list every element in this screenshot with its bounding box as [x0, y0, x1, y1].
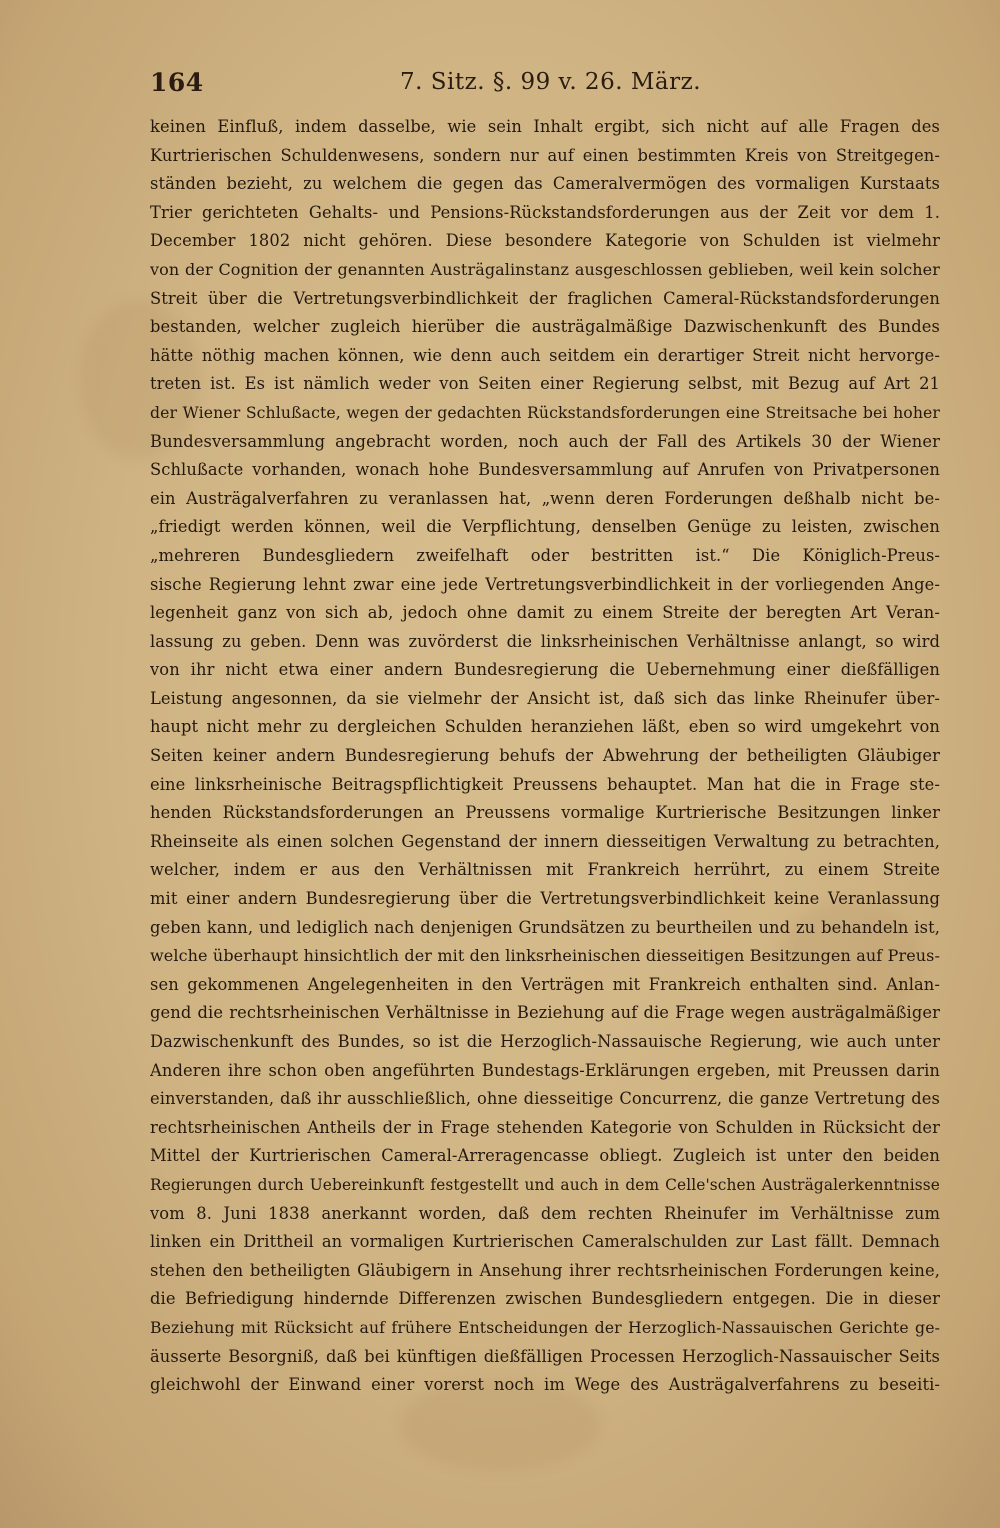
text-line: linken ein Drittheil an vormaligen Kurtrierischen Cameralschulden zur Last fällt. Demnach	[150, 1232, 940, 1252]
text-line: einverstanden, daß ihr ausschließlich, ohne diesseitige Concurrenz, die ganze Vertretung des	[150, 1089, 940, 1109]
text-line: stehen den betheiligten Gläubigern in Ansehung ihrer rechtsrheinischen Forderungen keine,	[150, 1260, 940, 1280]
text-line: geben kann, und lediglich nach denjenigen Grundsätzen zu beurtheilen und zu behandeln ist,	[150, 917, 940, 937]
text-line: welcher, indem er aus den Verhältnissen mit Frankreich herrührt, zu einem Streite	[150, 860, 940, 880]
text-line: gleichwohl der Einwand einer vorerst noch im Wege des Austrägalverfahrens zu beseiti-	[150, 1375, 940, 1395]
text-line: mit einer andern Bundesregierung über die Vertretungsverbindlichkeit keine Veranlassung	[150, 889, 940, 909]
text-line: „friedigt werden können, weil die Verpflichtung, denselben Genüge zu leisten, zwischen	[150, 517, 940, 537]
page-header	[150, 68, 940, 102]
text-line: rechtsrheinischen Antheils der in Frage stehenden Kategorie von Schulden in Rücksicht der	[150, 1117, 940, 1137]
text-line: welche überhaupt hinsichtlich der mit den linksrheinischen diesseitigen Besitzungen auf Preus-	[150, 946, 940, 966]
text-line: Schlußacte vorhanden, wonach hohe Bundesversammlung auf Anrufen von Privatpersonen	[150, 460, 940, 480]
text-line: lassung zu geben. Denn was zuvörderst die linksrheinischen Verhältnisse anlangt, so wird	[150, 631, 940, 651]
page-number: 164	[150, 68, 204, 97]
text-line: Dazwischenkunft des Bundes, so ist die Herzoglich-Nassauische Regierung, wie auch unter	[150, 1032, 940, 1051]
text-line: haupt nicht mehr zu dergleichen Schulden heranziehen läßt, eben so wird umgekehrt von	[150, 717, 940, 737]
text-line: der Wiener Schlußacte, wegen der gedachten Rückstandsforderungen eine Streitsache bei hoher	[150, 402, 940, 422]
text-line: „mehreren Bundesgliedern zweifelhaft oder bestritten ist.“ Die Königlich-Preus-	[150, 545, 940, 565]
text-line: keinen Einfluß, indem dasselbe, wie sein Inhalt ergibt, sich nicht auf alle Fragen des	[150, 117, 940, 136]
text-line: legenheit ganz von sich ab, jedoch ohne damit zu einem Streite der beregten Art Veran-	[150, 603, 940, 623]
text-line: Beziehung mit Rücksicht auf frühere Entscheidungen der Herzoglich-Nassauischen Gerichte ge-	[150, 1317, 940, 1337]
text-line: Anderen ihre schon oben angeführten Bundestags-Erklärungen ergeben, mit Preussen darin	[150, 1060, 940, 1080]
text-line: Rheinseite als einen solchen Gegenstand der innern diesseitigen Verwaltung zu betrachten,	[150, 831, 940, 851]
running-head: 7. Sitz. §. 99 v. 26. März.	[400, 69, 702, 95]
text-line: sische Regierung lehnt zwar eine jede Vertretungsverbindlichkeit in der vorliegenden Ange-	[150, 574, 940, 594]
text-line: ständen bezieht, zu welchem die gegen das Cameralvermögen des vormaligen Kurstaats	[150, 174, 940, 194]
text-line: Mittel der Kurtrierischen Cameral-Arreragencasse obliegt. Zugleich ist unter den beiden	[150, 1146, 940, 1166]
text-line: Trier gerichteten Gehalts- und Pensions-Rückstandsforderungen aus der Zeit vor dem 1.	[150, 202, 940, 222]
text-line: ein Austrägalverfahren zu veranlassen hat, „wenn deren Forderungen deßhalb nicht be-	[150, 488, 940, 508]
text-line: Regierungen durch Uebereinkunft festgestellt und auch in dem Celle'schen Austrägalerkenntnisse	[150, 1175, 940, 1194]
text-line: die Befriedigung hindernde Differenzen zwischen Bundesgliedern entgegen. Die in dieser	[150, 1289, 940, 1309]
text-line: Kurtrierischen Schuldenwesens, sondern nur auf einen bestimmten Kreis von Streitgegen-	[150, 145, 940, 165]
text-line: henden Rückstandsforderungen an Preussens vormalige Kurtrierische Besitzungen linker	[150, 803, 940, 823]
text-line: hätte nöthig machen können, wie denn auch seitdem ein derartiger Streit nicht hervorge-	[150, 345, 940, 365]
text-line: von ihr nicht etwa einer andern Bundesregierung die Uebernehmung einer dießfälligen	[150, 660, 940, 680]
text-line: December 1802 nicht gehören. Diese besondere Kategorie von Schulden ist vielmehr	[150, 231, 940, 251]
text-line: vom 8. Juni 1838 anerkannt worden, daß dem rechten Rheinufer im Verhältnisse zum	[150, 1203, 940, 1223]
text-line: Streit über die Vertretungsverbindlichkeit der fraglichen Cameral-Rückstandsforderungen	[150, 288, 940, 308]
text-line: bestanden, welcher zugleich hierüber die austrägalmäßige Dazwischenkunft des Bundes	[150, 317, 940, 337]
body-text	[150, 113, 940, 1400]
text-line: Leistung angesonnen, da sie vielmehr der Ansicht ist, daß sich das linke Rheinufer über-	[150, 688, 940, 708]
text-line: von der Cognition der genannten Austrägalinstanz ausgeschlossen geblieben, weil kein solcher	[150, 259, 940, 279]
text-line: Seiten keiner andern Bundesregierung behufs der Abwehrung der betheiligten Gläubiger	[150, 746, 940, 766]
text-line: Bundesversammlung angebracht worden, noch auch der Fall des Artikels 30 der Wiener	[150, 431, 940, 451]
text-line: treten ist. Es ist nämlich weder von Seiten einer Regierung selbst, mit Bezug auf Art 21	[150, 374, 940, 394]
text-line: sen gekommenen Angelegenheiten in den Verträgen mit Frankreich enthalten sind. Anlan-	[150, 974, 940, 994]
text-line: eine linksrheinische Beitragspflichtigkeit Preussens behauptet. Man hat die in Frage ste-	[150, 774, 940, 794]
text-line: äusserte Besorgniß, daß bei künftigen dießfälligen Processen Herzoglich-Nassauischer Seits	[150, 1346, 940, 1366]
text-line: gend die rechtsrheinischen Verhältnisse in Beziehung auf die Frage wegen austrägalmäßiger	[150, 1003, 940, 1023]
